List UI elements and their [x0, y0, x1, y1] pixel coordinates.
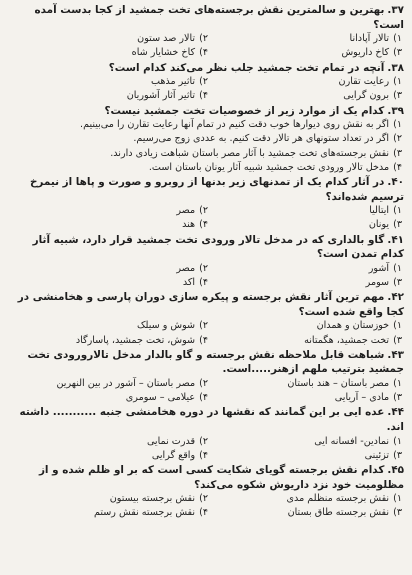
question-text: گاو بالداری که در مدخل تالار ورودی تخت جمشید قرار دارد، شبیه آثار کدام تمدن است؟ — [32, 233, 404, 261]
question-text: شباهت قابل ملاحظه نقش برجسته و گاو بالدار مدخل تالارورودی تخت جمشید بترتیب ملهم ازهنر.....است. — [27, 348, 404, 376]
question-number: ۳۸. — [387, 61, 404, 74]
options — [14, 32, 404, 60]
question-number: ۴۱. — [387, 233, 404, 246]
option-3: ۳)تخت جمشید، هگمتانه — [304, 334, 402, 346]
option-3: ۳)کاخ داریوش — [341, 47, 402, 59]
option-3: ۳)مادی – آریایی — [334, 392, 402, 404]
question-text: مهم ترین آثار نقش برجسته و پیکره سازی دوران پارسی و هخامنشی در کجا واقع شده است؟ — [17, 291, 404, 318]
option-2: ۲)مصر — [176, 262, 208, 274]
question-text: بهترین و سالمترین نقش برجسته‌های تخت جمشید از کجا بدست آمده است؟ — [34, 4, 404, 31]
options — [14, 319, 404, 347]
option-4: ۴)واقع گرایی — [151, 449, 208, 461]
question-45 — [14, 463, 404, 521]
option-4: ۴)تاثیر آثار آشوریان — [126, 90, 208, 102]
question-number: ۴۵. — [387, 463, 404, 476]
question-number: ۴۲. — [387, 291, 404, 304]
question-text: کدام نقش برجسته گویای شکایت کسی است که بر او ظلم شده و از مظلومیت خود نزد داریوش شکوه می‌کند؟ — [38, 463, 404, 491]
question-43 — [14, 348, 404, 406]
option-4: ۴)هند — [182, 219, 208, 231]
option-4: ۴)مدخل تالار ورودی تخت جمشید شبیه آثار یونان باستان است. — [148, 161, 402, 173]
option-2: ۲)شوش و سیلک — [136, 320, 208, 332]
option-2: ۲)اگر در تعداد ستونهای هر تالار دقت کنیم. به عددی زوج می‌رسیم. — [133, 133, 402, 145]
option-1: ۱)اگر به نقش روی دیوارها خوب دقت کنیم در تمام آنها رعایت تقارن را می‌بینیم. — [80, 119, 402, 131]
question-39 — [14, 104, 404, 175]
option-3: ۳)نقش برجسته‌های تخت جمشید با آثار مصر باستان شباهت زیادی دارند. — [110, 147, 402, 159]
option-3: ۳)تزئینی — [364, 449, 402, 461]
option-2: ۲)قدرت نمایی — [146, 435, 208, 447]
question-41 — [14, 233, 404, 291]
question-number: ۴۴. — [387, 406, 404, 419]
question-text: آنچه در تمام تخت جمشید جلب نظر می‌کند کدام است؟ — [108, 61, 385, 74]
options — [14, 377, 404, 405]
option-3: ۳)یونان — [368, 219, 402, 231]
options — [14, 118, 404, 175]
option-4: ۴)اکد — [182, 276, 208, 288]
option-1: ۱)ایتالیا — [369, 205, 402, 217]
option-1: ۱)خوزستان و همدان — [316, 320, 402, 332]
option-2: ۲)تالار صد ستون — [137, 33, 208, 45]
option-2: ۲)تاثیر مذهب — [150, 76, 208, 88]
option-2: ۲)مصر باستان – آشور در بین النهرین — [56, 377, 208, 389]
option-1: ۱)تالار آپادانا — [349, 33, 402, 45]
option-1: ۱)نقش برجسته منظلم مدی — [286, 493, 402, 505]
option-1: ۱)آشور — [368, 262, 402, 274]
option-4: ۴)شوش، تخت جمشید، پاسارگاد — [75, 334, 208, 346]
option-4: ۴)عیلامی – سومری — [125, 392, 208, 404]
option-4: ۴)کاخ خشایار شاه — [131, 47, 208, 59]
question-text: در آثار کدام یک از تمدنهای زیر بدنها از روبرو و صورت و پاها از نیمرخ ترسیم شده‌اند؟ — [29, 176, 404, 203]
question-number: ۴۳. — [387, 348, 404, 361]
option-3: ۳)سومر — [365, 276, 402, 288]
options — [14, 262, 404, 290]
question-44 — [14, 405, 404, 463]
option-3: ۳)نقش برجسته طاق بستان — [287, 507, 402, 519]
question-37 — [14, 3, 404, 61]
options — [14, 492, 404, 520]
option-2: ۲)مصر — [176, 205, 208, 217]
question-number: ۳۹. — [387, 104, 404, 117]
question-42 — [14, 290, 404, 348]
options — [14, 204, 404, 232]
option-2: ۲)نقش برجسته بیستون — [109, 493, 208, 505]
question-40 — [14, 175, 404, 233]
option-1: ۱)رعایت تقارن — [338, 76, 402, 88]
options — [14, 435, 404, 463]
option-1: ۱)مصر باستان – هند باستان — [287, 377, 402, 389]
question-38 — [14, 61, 404, 104]
options — [14, 75, 404, 103]
question-number: ۳۷. — [387, 4, 404, 16]
option-3: ۳)برون گرایی — [343, 90, 402, 102]
question-number: ۴۰. — [387, 176, 404, 188]
question-text: عده ایی بر این گمانند که نقشها در دوره هخامنشی جنبه ........... داشته اند. — [19, 406, 404, 433]
option-4: ۴)نقش برجسته نقش رستم — [93, 507, 208, 519]
question-text: کدام یک از موارد زیر از خصوصیات تخت جمشید نیست؟ — [104, 104, 385, 117]
option-1: ۱)نمادین- افسانه ایی — [314, 435, 402, 447]
